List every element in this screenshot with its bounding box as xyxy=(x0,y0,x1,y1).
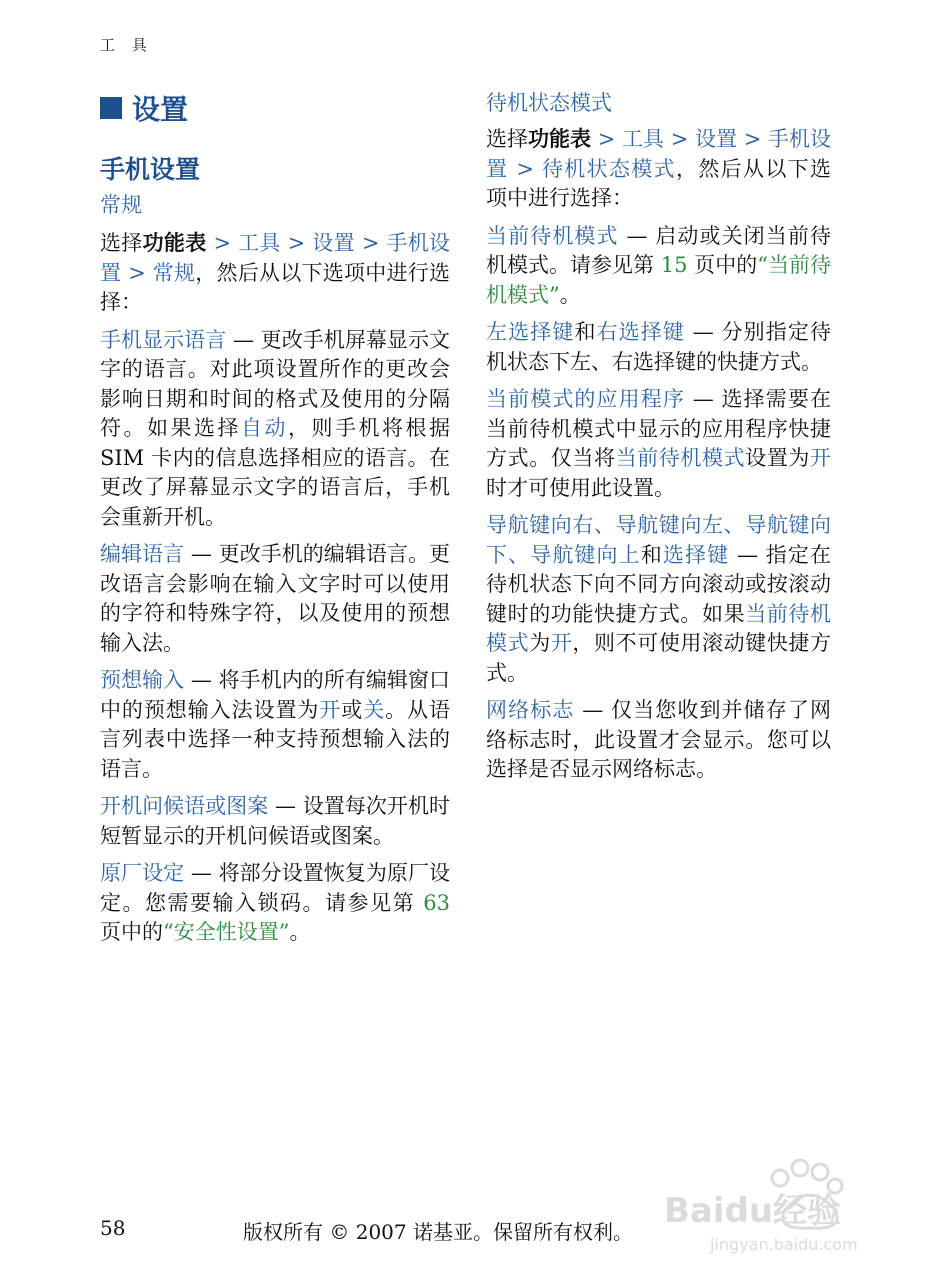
intro-text: 选择 xyxy=(486,127,529,151)
item-text: — 更改手机屏幕显示文字的语言。对此项设置所作的更改会影响日期和时间的格式及使用的分隔符。如果选择 xyxy=(100,327,451,440)
separator: > xyxy=(664,127,696,151)
intro-text: ，然后从以下选项中进行选择： xyxy=(486,156,832,210)
left-key-label: 左选择键 xyxy=(486,320,575,344)
item-label: 原厂设定 xyxy=(100,861,185,885)
running-head: 工 具 xyxy=(100,36,153,54)
separator: > xyxy=(121,260,153,285)
separator: > xyxy=(206,231,239,255)
item-text: — 将部分设置恢复为原厂设定。您需要输入锁码。请参见第 xyxy=(100,861,451,915)
tools-link: 工具 xyxy=(238,231,281,255)
item-label: 网络标志 xyxy=(486,698,575,722)
nav-up-label: 导航键向上 xyxy=(530,542,641,567)
item-text: — 更改手机的编辑语言。更改语言会影响在输入文字时可以使用的字符和特殊字符，以及使用的预想输入法。 xyxy=(100,542,451,655)
phone-settings-link: 手机设置 xyxy=(486,127,832,181)
on-option: 开 xyxy=(810,446,832,470)
item-text: — 指定在待机状态下向不同方向滚动或按滚动键时的功能快捷方式。如果 xyxy=(486,542,831,626)
left-column xyxy=(100,88,450,956)
page-ref-number: 15 xyxy=(660,253,688,277)
square-bullet-icon xyxy=(100,97,122,119)
watermark-text: Baidu经验 xyxy=(664,1191,842,1231)
page-ref-link[interactable]: “当前待机模式” xyxy=(486,253,831,307)
section-title-text: 设置 xyxy=(132,93,189,126)
item-text: 和 xyxy=(574,320,597,344)
intro-text: 选择 xyxy=(100,231,143,255)
item-text: 。从语言列表中选择一种支持预想输入法的语言。 xyxy=(100,697,451,781)
select-key-label: 选择键 xyxy=(662,542,730,567)
item-text: — 选择需要在当前待机模式中显示的应用程序快捷方式。仅当将 xyxy=(486,387,831,470)
item-text: — 将手机内的所有编辑窗口中的预想输入法设置为 xyxy=(100,668,451,722)
separator: > xyxy=(737,127,769,151)
page-ref-link[interactable]: “安全性设置” xyxy=(163,920,290,944)
off-option: 关 xyxy=(363,697,386,722)
menu-label: 功能表 xyxy=(142,230,207,255)
nav-down-label: 导航键向下 xyxy=(486,513,832,567)
item-text: 。 xyxy=(289,920,311,944)
mode-ref: 当前待机模式 xyxy=(486,601,832,655)
separator: > xyxy=(280,231,313,255)
tools-link: 工具 xyxy=(622,127,665,151)
item-label: 当前待机模式 xyxy=(486,223,619,248)
right-key-label: 右选择键 xyxy=(596,320,685,344)
item-label: 手机显示语言 xyxy=(100,327,227,352)
item-text: 时才可使用此设置。 xyxy=(486,475,675,500)
mode-ref: 当前待机模式 xyxy=(615,446,746,470)
item-text: 页中的 xyxy=(100,920,163,944)
page-number: 58 xyxy=(100,1216,126,1240)
item-mode-apps xyxy=(486,385,831,503)
copyright: 版权所有 © 2007 诺基亚。保留所有权利。 xyxy=(243,1220,633,1244)
on-option: 开 xyxy=(550,631,573,655)
nav-right-label: 导航键向右 xyxy=(486,513,594,537)
item-text: 为 xyxy=(529,631,551,655)
item-label: 编辑语言 xyxy=(100,542,185,566)
general-heading: 常规 xyxy=(100,193,142,217)
separator: 、 xyxy=(723,513,746,537)
subsection-title: 手机设置 xyxy=(100,155,201,184)
on-option: 开 xyxy=(319,697,342,722)
item-text: 。 xyxy=(559,282,581,307)
intro-text: ，然后从以下选项中进行选择： xyxy=(100,260,451,314)
item-active-standby xyxy=(486,222,831,311)
item-text: 或 xyxy=(341,697,364,722)
separator: > xyxy=(354,231,387,255)
item-navigation-keys xyxy=(486,511,831,688)
item-label: 预想输入 xyxy=(100,668,185,692)
watermark-url: jingyan.baidu.com xyxy=(710,1235,858,1254)
item-greeting xyxy=(100,792,450,851)
settings-link: 设置 xyxy=(312,231,355,255)
item-display-language xyxy=(100,326,450,533)
right-column xyxy=(486,88,831,793)
item-text: 设置为 xyxy=(745,446,811,470)
item-label: 当前模式的应用程序 xyxy=(486,387,685,411)
item-text: 和 xyxy=(640,542,663,567)
section-title xyxy=(100,88,450,128)
item-predictive-input xyxy=(100,666,450,784)
standby-intro xyxy=(486,124,831,214)
item-text: — 启动或关闭当前待机模式。请参见第 xyxy=(486,223,831,277)
item-edit-language xyxy=(100,540,450,658)
item-factory-settings xyxy=(100,859,450,948)
standby-heading: 待机状态模式 xyxy=(486,91,612,115)
separator: > xyxy=(591,127,623,151)
item-text: — 分别指定待机状态下左、右选择键的快捷方式。 xyxy=(486,320,831,374)
nav-left-label: 导航键向左 xyxy=(615,513,724,537)
item-text: 页中的 xyxy=(687,253,758,277)
item-text: — 仅当您收到并储存了网络标志时，此设置才会显示。您可以选择是否显示网络标志。 xyxy=(486,698,831,781)
separator: 、 xyxy=(594,513,616,537)
separator: 、 xyxy=(508,542,531,567)
auto-option: 自动 xyxy=(241,416,288,440)
phone-settings-link: 手机设置 xyxy=(100,231,451,285)
item-label: 开机问候语或图案 xyxy=(100,794,269,818)
baidu-watermark-logo xyxy=(660,1150,870,1260)
settings-link: 设置 xyxy=(695,127,738,151)
item-selection-keys xyxy=(486,318,831,377)
item-network-logo xyxy=(486,696,831,785)
item-text: ，则手机将根据 SIM 卡内的信息选择相应的语言。在更改了屏幕显示文字的语言后，手机会重新开机。 xyxy=(100,416,450,529)
standby-mode-link: 待机状态模式 xyxy=(541,156,676,181)
separator: > xyxy=(508,156,542,181)
general-link: 常规 xyxy=(152,260,196,285)
item-text: ，则不可使用滚动键快捷方式。 xyxy=(486,631,832,685)
menu-label: 功能表 xyxy=(528,126,592,151)
page-ref-number: 63 xyxy=(423,890,450,915)
item-text: — 设置每次开机时短暂显示的开机问候语或图案。 xyxy=(100,794,450,848)
general-intro xyxy=(100,228,450,318)
